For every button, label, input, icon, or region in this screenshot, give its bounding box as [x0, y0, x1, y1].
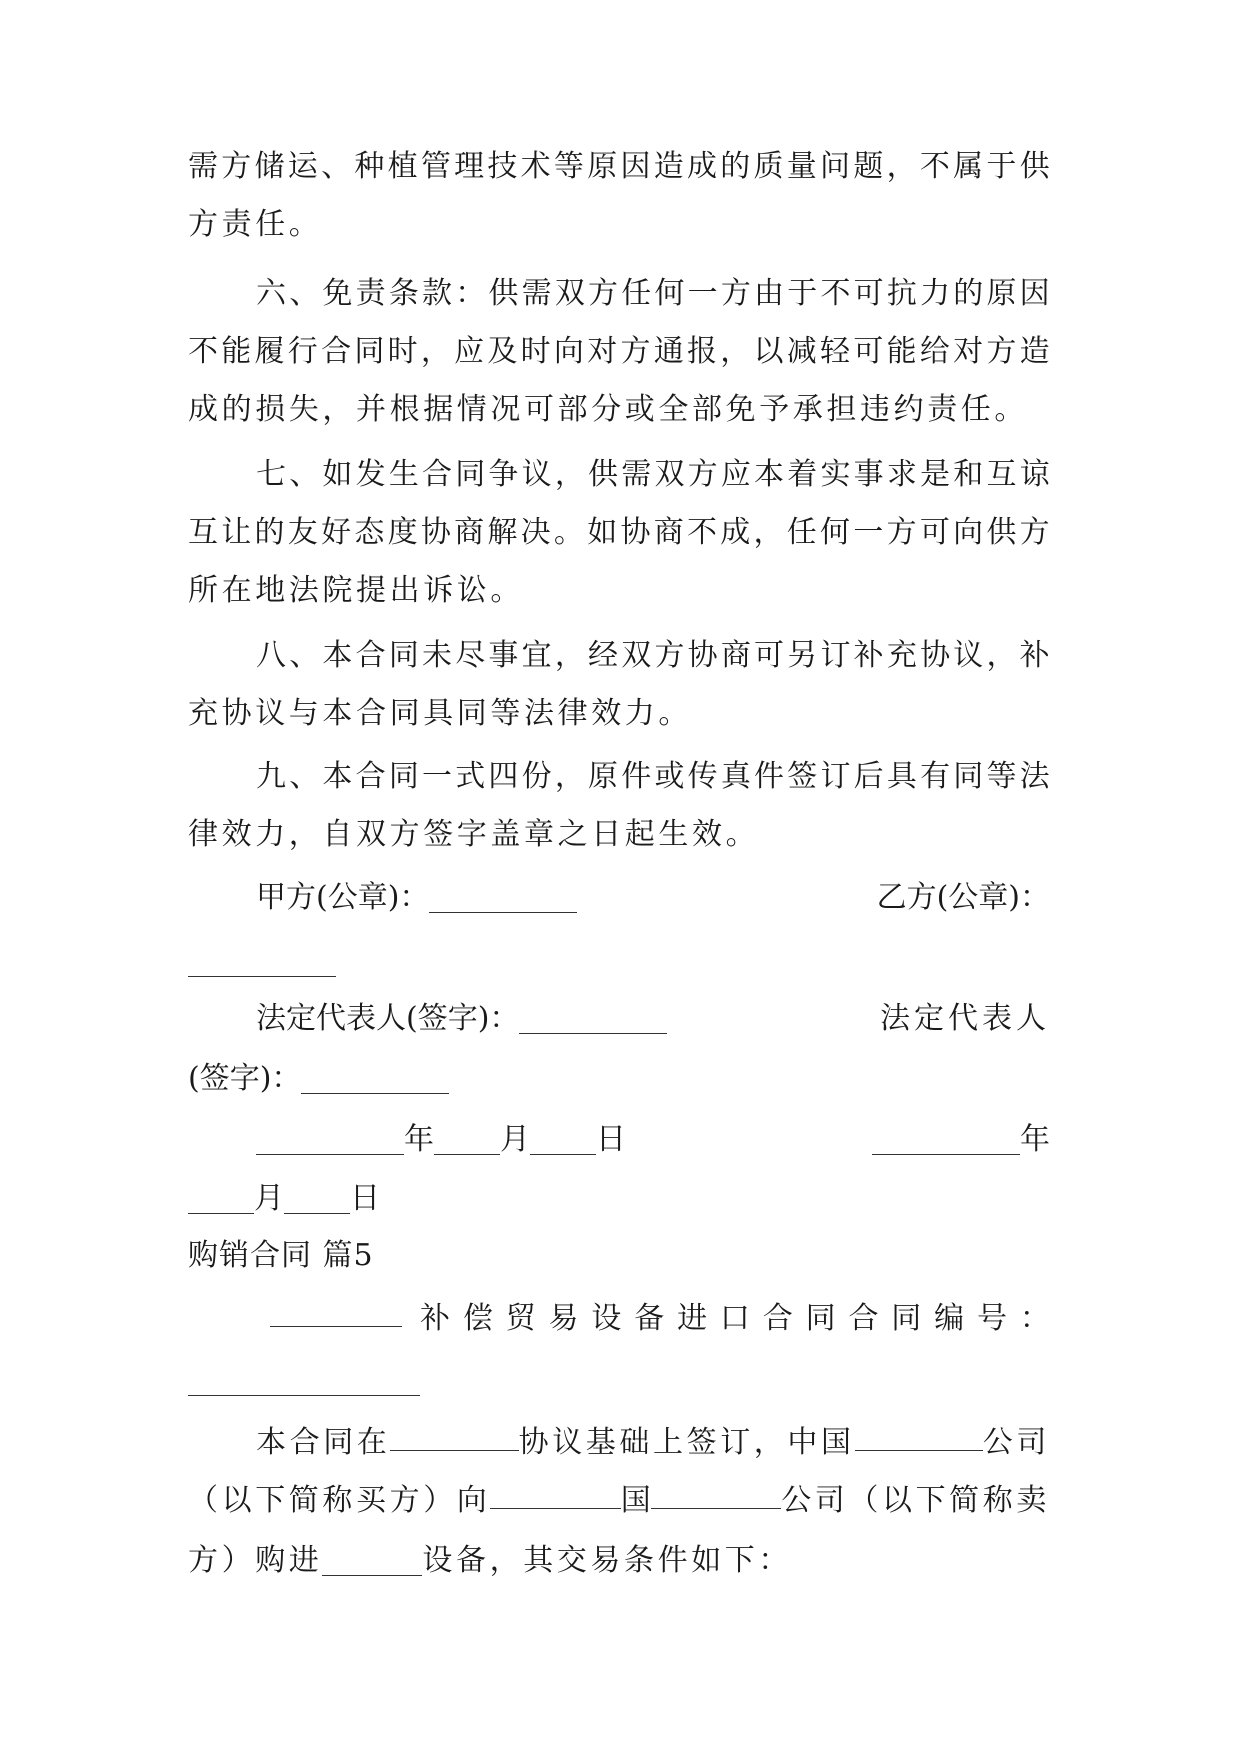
glyph: 合	[355, 638, 386, 673]
glyph: ，	[554, 638, 585, 673]
glyph: 如	[587, 515, 618, 550]
glyph: 合	[321, 334, 352, 369]
glyph: 设	[591, 1301, 622, 1336]
date-b-year-blank[interactable]	[872, 1118, 1020, 1155]
glyph: 可	[853, 276, 884, 311]
paragraph-line: 方责任。	[188, 207, 323, 242]
glyph: 同	[891, 1301, 922, 1336]
glyph: 、	[289, 457, 320, 492]
glyph: 同	[354, 334, 385, 369]
intro-line-3: 方）购进 设备，其交易条件如下：	[188, 1532, 1050, 1590]
glyph: 何	[820, 515, 851, 550]
glyph: 运	[287, 149, 318, 184]
glyph: 订	[820, 638, 851, 673]
glyph: 方	[720, 276, 751, 311]
glyph: 可	[919, 515, 950, 550]
party-b-seal-blank-line	[188, 933, 1050, 991]
glyph: 本	[754, 457, 785, 492]
glyph: 不	[820, 276, 851, 311]
glyph: 合	[355, 759, 386, 794]
glyph: 一	[853, 515, 884, 550]
glyph: ，	[986, 638, 1017, 673]
glyph: 植	[387, 149, 418, 184]
glyph: 度	[387, 515, 418, 550]
glyph: 传	[687, 759, 718, 794]
glyph: 以	[753, 334, 784, 369]
glyph: ，	[554, 759, 585, 794]
glyph: 减	[786, 334, 817, 369]
glyph: 宜	[521, 638, 552, 673]
glyph: 协	[687, 638, 718, 673]
glyph: 真	[720, 759, 751, 794]
glyph: 对	[587, 334, 618, 369]
clause-seven-line-1	[188, 446, 1050, 504]
glyph: 需	[188, 149, 218, 184]
glyph: 另	[787, 638, 818, 673]
clause-eight-line-2: 充协议与本合同具同等法律效力。	[188, 696, 692, 731]
intro-line-1: 本合同在 协议基础上签订，中国 公司	[188, 1414, 1050, 1472]
glyph: 、	[289, 759, 320, 794]
glyph: 可	[754, 638, 785, 673]
glyph: 的	[953, 276, 984, 311]
glyph: 贸	[505, 1301, 536, 1336]
glyph: 如	[322, 457, 353, 492]
glyph: 于	[787, 276, 818, 311]
glyph: 八	[256, 638, 286, 673]
glyph: 供	[1019, 149, 1050, 184]
agreement-blank[interactable]	[390, 1414, 518, 1451]
glyph: 态	[354, 515, 385, 550]
glyph: 一	[687, 276, 718, 311]
buyer-company-blank[interactable]	[855, 1414, 983, 1451]
section-title: 购销合同 篇5	[188, 1238, 374, 1273]
glyph: 合	[848, 1301, 879, 1336]
glyph: 好	[321, 515, 352, 550]
glyph: 本	[322, 638, 353, 673]
glyph: 协	[620, 515, 651, 550]
seal-line	[188, 869, 1050, 927]
glyph: 原	[587, 149, 618, 184]
glyph: 因	[620, 149, 651, 184]
glyph: 解	[487, 515, 518, 550]
glyph: 免	[322, 276, 353, 311]
glyph: 尽	[455, 638, 486, 673]
glyph: 议	[521, 457, 552, 492]
glyph: 通	[653, 334, 684, 369]
glyph: 签	[787, 759, 818, 794]
glyph: 或	[654, 759, 685, 794]
glyph: 问	[820, 149, 851, 184]
glyph: 需	[521, 276, 552, 311]
contract-title-blank[interactable]	[270, 1290, 402, 1327]
glyph: 供	[488, 276, 519, 311]
glyph: 属	[953, 149, 984, 184]
glyph: 是	[920, 457, 951, 492]
glyph: 的	[254, 515, 285, 550]
glyph: 编	[934, 1301, 965, 1336]
glyph: 方	[620, 334, 651, 369]
glyph: 议	[953, 638, 984, 673]
glyph: 方	[687, 457, 718, 492]
glyph: 任	[621, 276, 652, 311]
glyph: 轻	[820, 334, 851, 369]
party-b-seal-blank[interactable]	[188, 940, 336, 977]
glyph: 由	[754, 276, 785, 311]
glyph: 因	[1019, 276, 1050, 311]
legal-rep-a-blank[interactable]	[519, 997, 667, 1034]
glyph: 方	[1019, 515, 1050, 550]
date-b-day-blank[interactable]	[284, 1177, 350, 1214]
intro-line-2: （以下简称买方）向 国 公司（以下简称卖	[188, 1472, 1050, 1530]
glyph: ，	[420, 334, 451, 369]
glyph: 技	[487, 149, 518, 184]
glyph: 、	[289, 276, 320, 311]
glyph: 协	[420, 515, 451, 550]
clause-six-line-1	[188, 265, 1050, 323]
clause-seven-line-2	[188, 504, 1050, 562]
glyph: 能	[886, 334, 917, 369]
glyph: 向	[953, 515, 984, 550]
clause-eight-line-1	[188, 627, 1050, 685]
glyph: 求	[886, 457, 917, 492]
glyph: 订	[820, 759, 851, 794]
glyph: 法	[1019, 759, 1050, 794]
glyph: 。	[553, 515, 584, 550]
glyph: 题	[853, 149, 884, 184]
glyph: 造	[653, 149, 684, 184]
glyph: 储	[254, 149, 285, 184]
glyph: 补	[853, 638, 884, 673]
glyph: 力	[920, 276, 951, 311]
glyph: 具	[886, 759, 917, 794]
contract-title-line	[188, 1290, 1050, 1348]
glyph: 方	[886, 515, 917, 550]
glyph: 本	[322, 759, 353, 794]
glyph: 术	[520, 149, 551, 184]
glyph: 同	[805, 1301, 836, 1336]
glyph: 互	[188, 515, 218, 550]
glyph: 抗	[886, 276, 917, 311]
glyph: 应	[720, 457, 751, 492]
clause-six-line-3: 成的损失，并根据情况可部分或全部免予承担违约责任。	[188, 392, 1028, 427]
glyph: 决	[520, 515, 551, 550]
date-a-month-blank[interactable]	[434, 1118, 500, 1155]
glyph: 口	[719, 1301, 750, 1336]
glyph: 实	[820, 457, 851, 492]
legal-rep-a: 法定代表人(签字)：	[256, 990, 667, 1048]
glyph: 不	[686, 515, 717, 550]
glyph: 理	[454, 149, 485, 184]
glyph: 于	[986, 149, 1017, 184]
glyph: 同	[388, 638, 419, 673]
glyph: ，	[554, 457, 585, 492]
glyph: 成	[720, 515, 751, 550]
date-b-month-blank[interactable]	[188, 1177, 254, 1214]
glyph: 备	[634, 1301, 665, 1336]
glyph: 履	[254, 334, 285, 369]
glyph: 方	[588, 276, 619, 311]
glyph: 造	[1019, 334, 1050, 369]
glyph: 偿	[462, 1301, 493, 1336]
contract-title-text	[402, 1290, 1050, 1348]
date-b-line: 月 日	[188, 1170, 1050, 1228]
paragraph-line	[188, 138, 1050, 196]
glyph: 四	[488, 759, 519, 794]
glyph: 合	[422, 457, 453, 492]
glyph: 事	[488, 638, 519, 673]
glyph: 的	[720, 149, 751, 184]
glyph: 质	[753, 149, 784, 184]
glyph: 让	[221, 515, 252, 550]
date-a: 年 月 日	[256, 1111, 626, 1169]
glyph: 报	[686, 334, 717, 369]
seller-company-blank[interactable]	[651, 1472, 781, 1509]
glyph: 时	[387, 334, 418, 369]
glyph: 方	[986, 334, 1017, 369]
date-b-year: 年	[872, 1111, 1050, 1169]
glyph: 补	[1019, 638, 1050, 673]
glyph: 份	[521, 759, 552, 794]
glyph: 九	[256, 759, 286, 794]
date-a-day-blank[interactable]	[530, 1118, 596, 1155]
date-line	[188, 1111, 1050, 1169]
glyph: 原	[588, 759, 619, 794]
party-a-seal: 甲方(公章)：	[256, 869, 577, 927]
clause-nine-line-1	[188, 748, 1050, 806]
glyph: 争	[488, 457, 519, 492]
seller-country-blank[interactable]	[490, 1472, 620, 1509]
glyph: 管	[420, 149, 451, 184]
glyph: 式	[455, 759, 486, 794]
glyph: 七	[256, 457, 286, 492]
glyph: ，	[886, 149, 917, 184]
party-a-seal-blank[interactable]	[429, 876, 577, 913]
glyph: 六	[256, 276, 286, 311]
glyph: 双	[621, 638, 652, 673]
clause-nine-line-2: 律效力，自双方签字盖章之日起生效。	[188, 817, 760, 852]
glyph: 件	[754, 759, 785, 794]
glyph: 事	[853, 457, 884, 492]
glyph: 谅	[1019, 457, 1050, 492]
glyph: 原	[986, 276, 1017, 311]
glyph: 成	[686, 149, 717, 184]
glyph: 同	[455, 457, 486, 492]
glyph: 后	[853, 759, 884, 794]
glyph: 未	[422, 638, 453, 673]
glyph: 、	[321, 149, 352, 184]
glyph: 向	[553, 334, 584, 369]
legal-rep-b-line: (签字)：	[188, 1050, 1050, 1108]
glyph: 等	[986, 759, 1017, 794]
glyph: 互	[986, 457, 1017, 492]
glyph: 量	[786, 149, 817, 184]
glyph: 能	[221, 334, 252, 369]
glyph: 商	[720, 638, 751, 673]
glyph: 合	[762, 1301, 793, 1336]
glyph: 时	[520, 334, 551, 369]
legal-rep-b-blank[interactable]	[301, 1057, 449, 1094]
glyph: 充	[886, 638, 917, 673]
glyph: 任	[786, 515, 817, 550]
glyph: 同	[388, 759, 419, 794]
glyph: 一	[422, 759, 453, 794]
glyph: 责	[355, 276, 386, 311]
glyph: ：	[455, 276, 486, 311]
clause-six-line-2	[188, 323, 1050, 381]
glyph: 等	[553, 149, 584, 184]
glyph: 可	[853, 334, 884, 369]
glyph: 同	[953, 759, 984, 794]
glyph: 及	[487, 334, 518, 369]
legal-rep-line	[188, 990, 1050, 1048]
glyph: 进	[677, 1301, 708, 1336]
glyph: 双	[554, 276, 585, 311]
glyph: 经	[588, 638, 619, 673]
glyph: 补	[420, 1301, 450, 1336]
glyph: 友	[287, 515, 318, 550]
equipment-blank[interactable]	[322, 1539, 422, 1576]
glyph: 方	[654, 638, 685, 673]
glyph: ，	[753, 515, 784, 550]
glyph: 、	[289, 638, 320, 673]
glyph: ，	[720, 334, 751, 369]
glyph: 着	[787, 457, 818, 492]
glyph: 协	[920, 638, 951, 673]
glyph: 何	[654, 276, 685, 311]
glyph: 条	[388, 276, 419, 311]
glyph: 款	[422, 276, 453, 311]
glyph: 号	[976, 1301, 1007, 1336]
glyph: 件	[621, 759, 652, 794]
glyph: 发	[355, 457, 386, 492]
party-b-seal-label: 乙方(公章)：	[876, 880, 1050, 915]
glyph: 不	[919, 149, 950, 184]
date-a-year-blank[interactable]	[256, 1118, 404, 1155]
glyph: 供	[588, 457, 619, 492]
glyph: 生	[388, 457, 419, 492]
contract-number-line	[188, 1352, 1050, 1410]
glyph: 不	[188, 334, 218, 369]
glyph: 需	[621, 457, 652, 492]
glyph: 种	[354, 149, 385, 184]
glyph: ：	[1019, 1301, 1050, 1336]
glyph: 商	[653, 515, 684, 550]
glyph: 供	[986, 515, 1017, 550]
glyph: 对	[953, 334, 984, 369]
glyph: 方	[221, 149, 252, 184]
glyph: 和	[953, 457, 984, 492]
glyph: 行	[287, 334, 318, 369]
glyph: 易	[548, 1301, 579, 1336]
glyph: 商	[454, 515, 485, 550]
glyph: 应	[454, 334, 485, 369]
legal-rep-b-label: 法定代表人	[880, 1001, 1050, 1036]
contract-number-blank[interactable]	[188, 1359, 420, 1396]
glyph: 双	[654, 457, 685, 492]
clause-seven-line-3: 所在地法院提出诉讼。	[188, 573, 524, 608]
glyph: 有	[920, 759, 951, 794]
glyph: 给	[919, 334, 950, 369]
